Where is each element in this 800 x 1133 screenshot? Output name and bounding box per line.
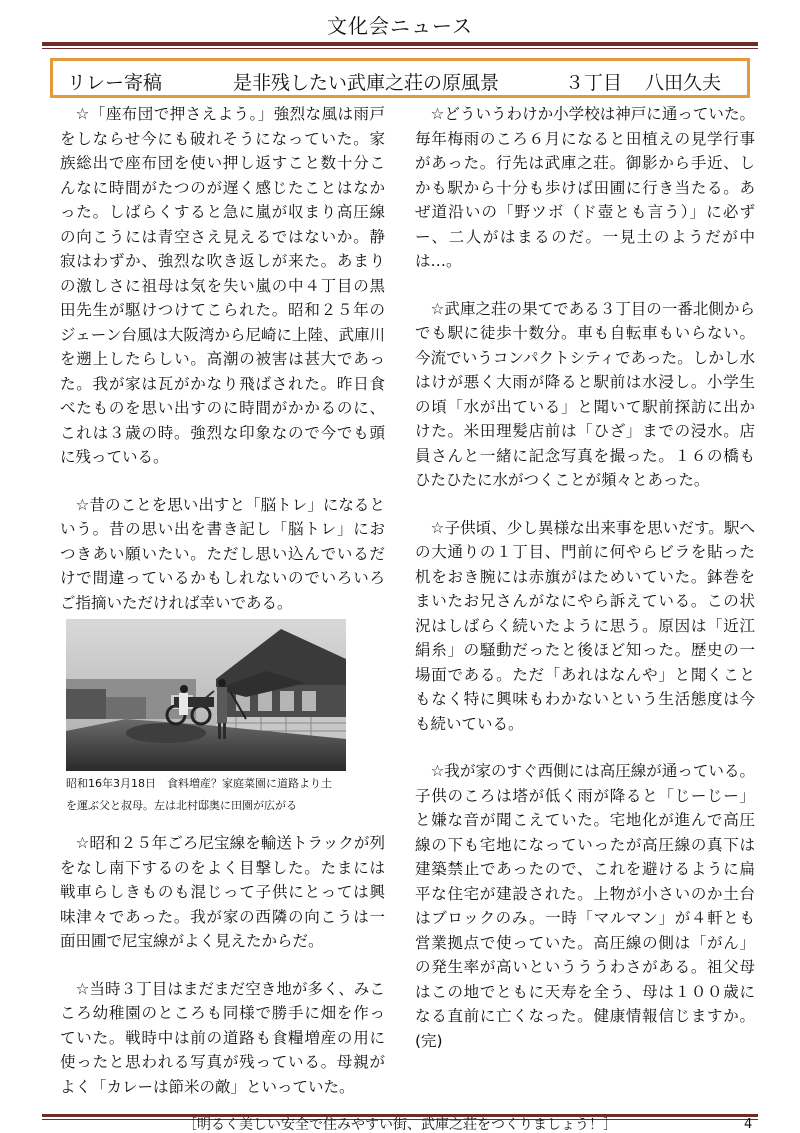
author-area: ３丁目	[565, 72, 623, 94]
historical-photo	[66, 619, 346, 771]
article-title: 是非残したい武庫之荘の原風景	[233, 72, 500, 94]
paragraph: ☆我が家のすぐ西側には高圧線が通っている。子供のころは塔が低く雨が降ると「じーじー」と嫌な音が聞こえていた。宅地化が進んで高圧線の下も宅地になっていったが高圧線の真下は建築禁止であったので、これを避けるように扁平な住宅が建設された。上物が小さいのか土台はブロックのみ。一時「マルマン」が４軒とも営業拠点で使っていた。高圧線の側は「がん」の発生率が高いというううわさがある。祖父母はこの地でともに天寿を全う、母は１００歳になる直前に亡くなった。健康情報信じますか。(完)	[415, 762, 755, 1050]
right-column	[415, 102, 755, 1076]
photo-caption-line: を運ぶ父と叔母。左は北村邸奥に田園が広がる	[66, 799, 297, 812]
paragraph: ☆「座布団で押さえよう。」強烈な風は雨戸をしならせ今にも破れそうになっていた。家族総出で座布団を使い押し返すこと数十分こんなに時間がたつのが遅く感じたことはなかった。しばらくすると急に嵐が収まり高圧線の向こうには青空さえ見えるではないか。静寂はわずか、強烈な吹き返しが来た。あまりの激しさに祖母は気を失い嵐の中４丁目の黒田先生が駆けつけてこられた。昭和２５年のジェーン台風は大阪湾から尼崎に上陸、武庫川を遡上したらしい。高潮の被害は甚大であった。我が家は瓦がかなり飛ばされた。昨日食べたものを思い出すのに時間がかかるのに、これは３歳の時。強烈な印象なので今でも頭に残っている。	[60, 105, 385, 466]
page-number: 4	[744, 1117, 753, 1132]
article-header-box	[50, 58, 750, 98]
paragraph: ☆当時３丁目はまだまだ空き地が多く、みこころ幼稚園のところも同様で勝手に畑を作っていた。戦時中は前の道路も食糧増産の用に使ったと思われる写真が残っている。母親がよく「カレーは節米の敵」といっていた。	[60, 979, 385, 1096]
left-column	[60, 102, 385, 1122]
paragraph: ☆どういうわけか小学校は神戸に通っていた。毎年梅雨のころ６月になると田植えの見学行事があった。行先は武庫之荘。御影から手近、しかも駅から十分も歩けば田圃に行き当たる。あぜ道沿いの「野ツボ（ド壺とも言う）」に必ずー、二人がはまるのだ。一見土のようだが中は…。	[415, 105, 755, 270]
article-category: リレー寄稿	[67, 72, 163, 94]
historical-photo-image	[66, 619, 346, 771]
paragraph: ☆昭和２５年ごろ尼宝線を輸送トラックが列をなし南下するのをよく目撃した。たまには戦車らしきものも混じって子供にとっては興味津々であった。我が家の西隣の向こうは一面田圃で尼宝線がよく見えたからだ。	[60, 834, 385, 950]
paragraph: ☆子供頃、少し異様な出来事を思いだす。駅への大通りの１丁目、門前に何やらビラを貼った机をおき腕には赤旗がはためいていた。鉢巻をまいたお兄さんがなにやら訴えている。この状況はしばらく続いたように思う。原因は「近江絹糸」の騒動だったと後ほど知った。歴史の一場面である。ただ「あれはなんや」と聞くこともなく特に興味もわかないという生活態度は今も続いている。	[415, 518, 755, 733]
header-rule-thin	[42, 48, 758, 49]
author-name: 八田久夫	[645, 72, 722, 94]
masthead-title: 文化会ニュース	[327, 14, 473, 38]
header-rule	[42, 42, 758, 46]
photo-caption-line: 昭和16年3月18日 食料増産？家庭菜園に道路より土	[66, 777, 332, 790]
paragraph: ☆武庫之荘の果てである３丁目の一番北側からでも駅に徒歩十数分。車も自転車もいらない。今流でいうコンパクトシティであった。しかし水はけが悪く大雨が降ると駅前は水浸し。小学生の頃「水が出ている」と聞いて駅前探訪に出かけた。米田理髪店前は「ひざ」までの浸水。店員さんと一緒に記念写真を撮った。１６の橋もひたひたに水がつくことが頻々とあった。	[415, 299, 755, 489]
paragraph: ☆昔のことを思い出すと「脳トレ」になるという。昔の思い出を書き記し「脳トレ」におつきあい願いたい。ただし思い込んでいるだけで間違っているかもしれないのでいろいろご指摘いただければ幸いである。	[60, 495, 385, 612]
photo-caption	[66, 773, 366, 817]
footer-slogan: ［明るく美しい安全で住みやすい街、武庫之荘をつくりましょう！］	[183, 1117, 617, 1133]
